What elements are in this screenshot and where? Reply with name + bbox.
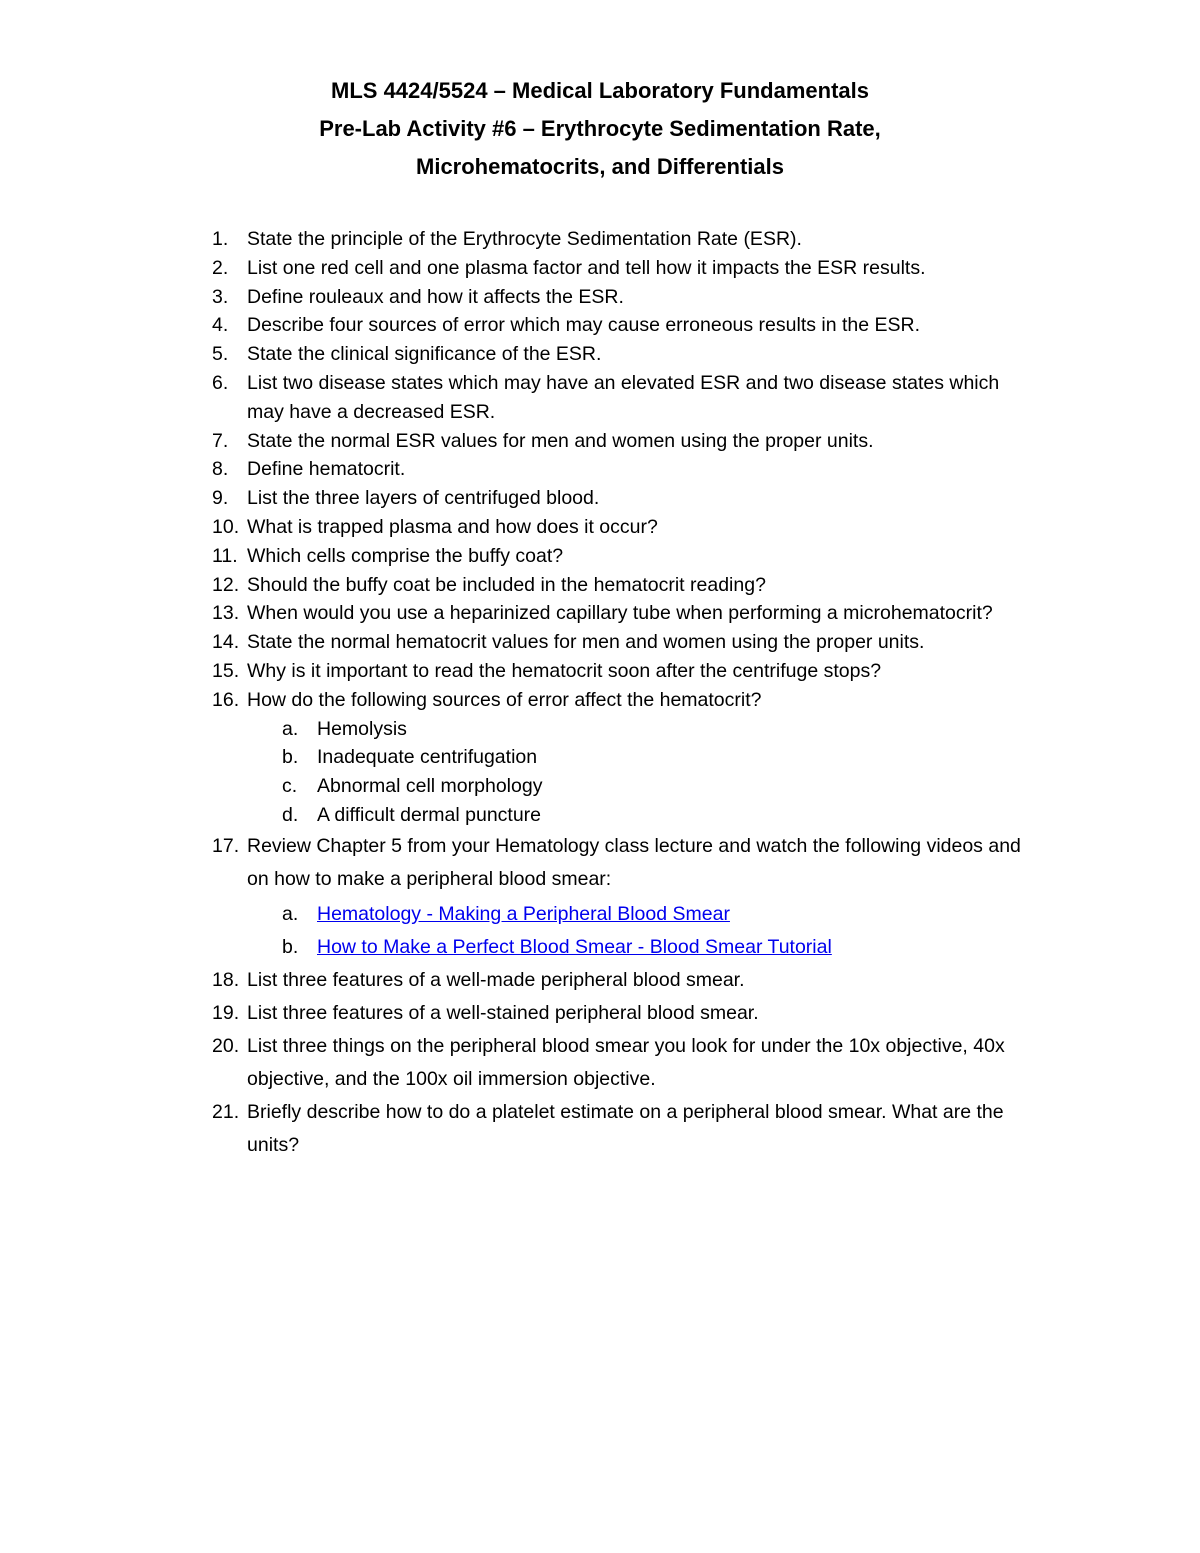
video-link-item: [247, 898, 1032, 931]
question-list: [212, 225, 1032, 1162]
question-3: [212, 283, 1032, 312]
question-text: What is trapped plasma and how does it occur?: [247, 515, 658, 538]
question-7: [212, 427, 1032, 456]
question-number: 17.: [212, 834, 240, 857]
question-16: [212, 686, 1032, 830]
question-4: [212, 311, 1032, 340]
question-2: [212, 254, 1032, 283]
question-21: [212, 1096, 1032, 1162]
question-number: 16.: [212, 688, 240, 711]
question-text: List three features of a well-made peripheral blood smear.: [247, 968, 745, 991]
question-text: Briefly describe how to do a platelet estimate on a peripheral blood smear. What are the units?: [247, 1100, 1004, 1156]
question-number: 12.: [212, 573, 240, 596]
sub-item-letter: a.: [282, 902, 299, 925]
question-number: 20.: [212, 1034, 240, 1057]
video-link-perfect-blood-smear-tutorial[interactable]: How to Make a Perfect Blood Smear - Blood Smear Tutorial: [317, 935, 832, 958]
question-6: [212, 369, 1032, 427]
sub-item: [247, 801, 1032, 830]
question-text: List one red cell and one plasma factor and tell how it impacts the ESR results.: [247, 256, 926, 279]
video-links-list: [247, 898, 1032, 964]
sub-item-text: Abnormal cell morphology: [317, 775, 543, 798]
sub-item-letter: d.: [282, 803, 299, 826]
question-12: [212, 571, 1032, 600]
question-number: 2.: [212, 256, 229, 279]
question-number: 1.: [212, 228, 229, 250]
question-19: [212, 997, 1032, 1030]
question-number: 15.: [212, 659, 240, 682]
question-number: 18.: [212, 968, 240, 991]
question-number: 4.: [212, 314, 229, 337]
question-11: [212, 542, 1032, 571]
sub-item: [247, 772, 1032, 801]
question-17: [212, 830, 1032, 964]
question-text: How do the following sources of error affect the hematocrit?: [247, 688, 762, 711]
question-text: Define hematocrit.: [247, 458, 406, 481]
sub-item: [247, 715, 1032, 744]
course-title: MLS 4424/5524 – Medical Laboratory Fundamentals: [331, 78, 869, 103]
question-number: 21.: [212, 1100, 240, 1123]
question-number: 10.: [212, 515, 240, 538]
question-18: [212, 964, 1032, 997]
question-9: [212, 484, 1032, 513]
error-sources-list: [247, 715, 1032, 830]
question-text: Which cells comprise the buffy coat?: [247, 544, 564, 567]
question-1: [212, 225, 1032, 254]
activity-subtitle: Microhematocrits, and Differentials: [416, 154, 784, 179]
video-link-making-peripheral-blood-smear[interactable]: Hematology - Making a Peripheral Blood Smear: [317, 902, 730, 925]
question-8: [212, 455, 1032, 484]
question-number: 9.: [212, 487, 229, 510]
question-number: 6.: [212, 371, 229, 394]
question-text: List two disease states which may have an elevated ESR and two disease states which may have a decreased ESR.: [247, 371, 1000, 423]
video-link-item: [247, 931, 1032, 964]
question-20: [212, 1030, 1032, 1096]
question-text: Why is it important to read the hematocrit soon after the centrifuge stops?: [247, 659, 882, 682]
question-text: Review Chapter 5 from your Hematology class lecture and watch the following videos and on how to make a peripheral blood smear:: [247, 834, 1021, 890]
question-text: List three things on the peripheral blood smear you look for under the 10x objective, 40x objective, and the 100x oil immersion objective.: [247, 1034, 1005, 1090]
sub-item-text: A difficult dermal puncture: [317, 803, 542, 826]
question-text: Describe four sources of error which may cause erroneous results in the ESR.: [247, 314, 921, 337]
question-number: 13.: [212, 602, 240, 625]
question-15: [212, 657, 1032, 686]
question-text: State the principle of the Erythrocyte Sedimentation Rate (ESR).: [247, 228, 802, 250]
sub-item-text: Hemolysis: [317, 717, 407, 740]
question-14: [212, 628, 1032, 657]
document-header: [0, 72, 1200, 186]
sub-item-letter: b.: [282, 935, 299, 958]
question-number: 19.: [212, 1001, 240, 1024]
question-10: [212, 513, 1032, 542]
question-number: 3.: [212, 285, 229, 308]
question-text: List three features of a well-stained peripheral blood smear.: [247, 1001, 759, 1024]
question-13: [212, 599, 1032, 628]
activity-title: Pre-Lab Activity #6 – Erythrocyte Sedimentation Rate,: [319, 116, 881, 141]
sub-item-letter: b.: [282, 746, 299, 769]
question-number: 14.: [212, 631, 240, 654]
question-5: [212, 340, 1032, 369]
sub-item-letter: a.: [282, 717, 299, 740]
sub-item: [247, 743, 1032, 772]
question-number: 5.: [212, 343, 229, 366]
question-text: Should the buffy coat be included in the hematocrit reading?: [247, 573, 766, 596]
sub-item-text: Inadequate centrifugation: [317, 746, 538, 769]
question-text: State the clinical significance of the ESR.: [247, 343, 602, 366]
sub-item-letter: c.: [282, 775, 298, 798]
question-text: When would you use a heparinized capillary tube when performing a microhematocrit?: [247, 602, 993, 625]
question-number: 11.: [212, 544, 238, 567]
question-text: State the normal ESR values for men and women using the proper units.: [247, 429, 874, 452]
question-text: List the three layers of centrifuged blood.: [247, 487, 600, 510]
question-number: 8.: [212, 458, 229, 481]
question-number: 7.: [212, 429, 229, 452]
question-text: Define rouleaux and how it affects the ESR.: [247, 285, 624, 308]
question-text: State the normal hematocrit values for men and women using the proper units.: [247, 631, 925, 654]
